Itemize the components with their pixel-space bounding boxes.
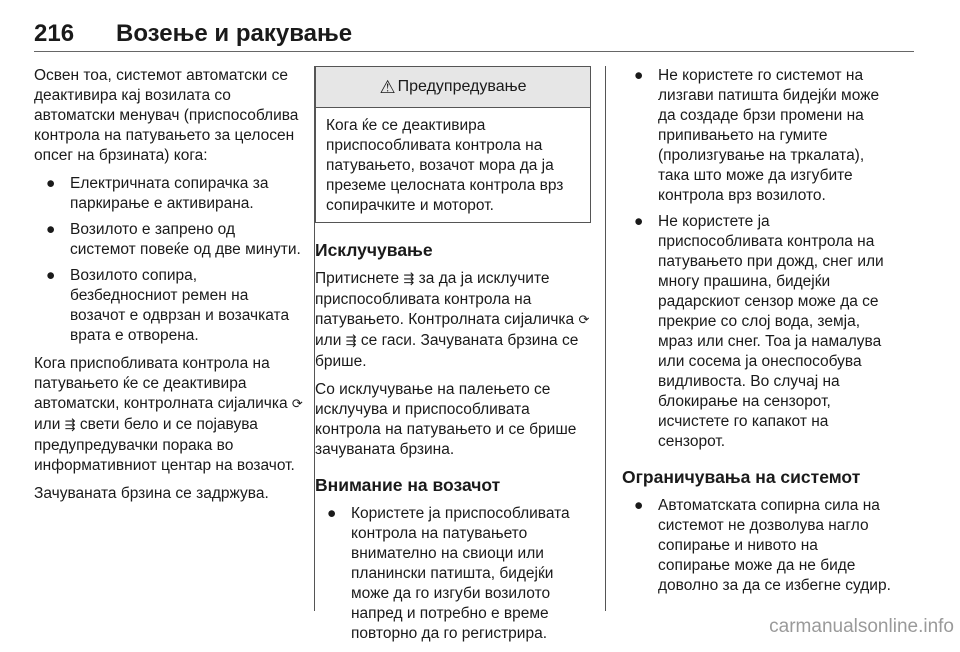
- bullet-icon: ●: [327, 505, 337, 522]
- list-item: ● Не користете го системот на лизгави патишта бидејќи може да создаде брзи промени на припивањето на гумите (пролизгување на тркалата), така што може да изгубите контрола врз возилото.: [634, 67, 880, 204]
- adaptive-cruise-icon: ⇶: [403, 272, 415, 287]
- list-item: ● Возилото сопира, безбедносниот ремен на возачот е одврзан и возачката врата е отворена.: [46, 267, 290, 344]
- warning-box: [315, 66, 591, 223]
- list-item: ● Електричната сопирачка за паркирање е активирана.: [46, 175, 269, 212]
- page-header: [34, 18, 914, 52]
- usage-warning-list: [622, 66, 892, 452]
- switch-off-paragraph: Притиснете ⇶ за да ја исклучите приспособливата контрола на патувањето. Контролната сијаличка ⟳ или ⇶ се гаси. Зачуваната брзина се брише.: [315, 270, 590, 370]
- column-3: [622, 66, 892, 604]
- bullet-icon: ●: [46, 267, 56, 284]
- header-rule: [34, 51, 914, 52]
- warning-title: Предупредување: [397, 78, 527, 95]
- intro-paragraph: Освен тоа, системот автоматски се деактивира кај возилата со автоматски менувач (приспособлива контрола на патувањето за целосен опсег на брзината) кога:: [34, 67, 299, 164]
- adaptive-cruise-icon: ⇶: [64, 418, 76, 433]
- watermark: carmanualsonline.info: [769, 616, 954, 637]
- warning-icon: ⚠: [379, 77, 396, 97]
- section-title-limitations: Ограничувања на системот: [622, 467, 861, 487]
- limitations-list: [622, 496, 892, 596]
- warning-text: Кога ќе се деактивира приспособливата контрола на патувањето, возачот мора да ја преземе целосната контрола врз сопирачките и моторот.: [326, 117, 564, 214]
- list-item: ● Возилото е запрено од системот повеќе од две минути.: [46, 221, 301, 258]
- list-item: ● Автоматската сопирна сила на системот не дозволува нагло сопирање и нивото на сопирање може да не биде доволно за да се избегне судир.: [634, 497, 891, 594]
- auto-deactivation-paragraph: Кога приспобливата контрола на патувањето ќе се деактивира автоматски, контролната сијаличка ⟳ или ⇶ свети бело и се појавува предупредувачки порака во информативниот центар на возачот.: [34, 355, 303, 474]
- section-title-switch-off: Исклучување: [315, 240, 433, 260]
- section-title-driver-attention: Внимание на возачот: [315, 475, 501, 495]
- driver-attention-list: [315, 504, 591, 644]
- list-item: ● Не користете ја приспособливата контрола на патувањето при дожд, снег или многу прашина, бидејќи радарскиот сензор може да се прекрие со слој вода, земја, мраз или снег. Тоа ја намалува или сосема ја онеспособува видливоста. Во случај на блокирање на сензорот, исчистете го капакот на сензорот.: [634, 213, 884, 450]
- cruise-control-icon: ⟳: [578, 313, 590, 328]
- bullet-icon: ●: [634, 67, 644, 84]
- bullet-icon: ●: [634, 213, 644, 230]
- ignition-off-paragraph: Со исклучување на палењето се исклучува и приспособливата контрола на патувањето и се брише зачуваната брзина.: [315, 381, 577, 458]
- column-2: [315, 66, 591, 652]
- warning-header: [316, 67, 590, 108]
- bullet-icon: ●: [46, 221, 56, 238]
- list-item: ● Користете ја приспособливата контрола на патувањето внимателно на свиоци или планински патишта, бидејќи може да го изгуби возилото напред и потребно е време повторно да го регистрира.: [327, 505, 570, 642]
- page-number: 216: [34, 20, 75, 47]
- bullet-icon: ●: [46, 175, 56, 192]
- bullet-icon: ●: [634, 497, 644, 514]
- column-1: [34, 66, 304, 512]
- deactivation-list: [34, 174, 304, 346]
- speed-stored-paragraph: Зачуваната брзина се задржува.: [34, 485, 269, 502]
- adaptive-cruise-icon: ⇶: [345, 334, 357, 349]
- column-divider-2: [605, 66, 606, 611]
- cruise-control-icon: ⟳: [291, 397, 303, 412]
- chapter-title: Возење и ракување: [116, 20, 353, 47]
